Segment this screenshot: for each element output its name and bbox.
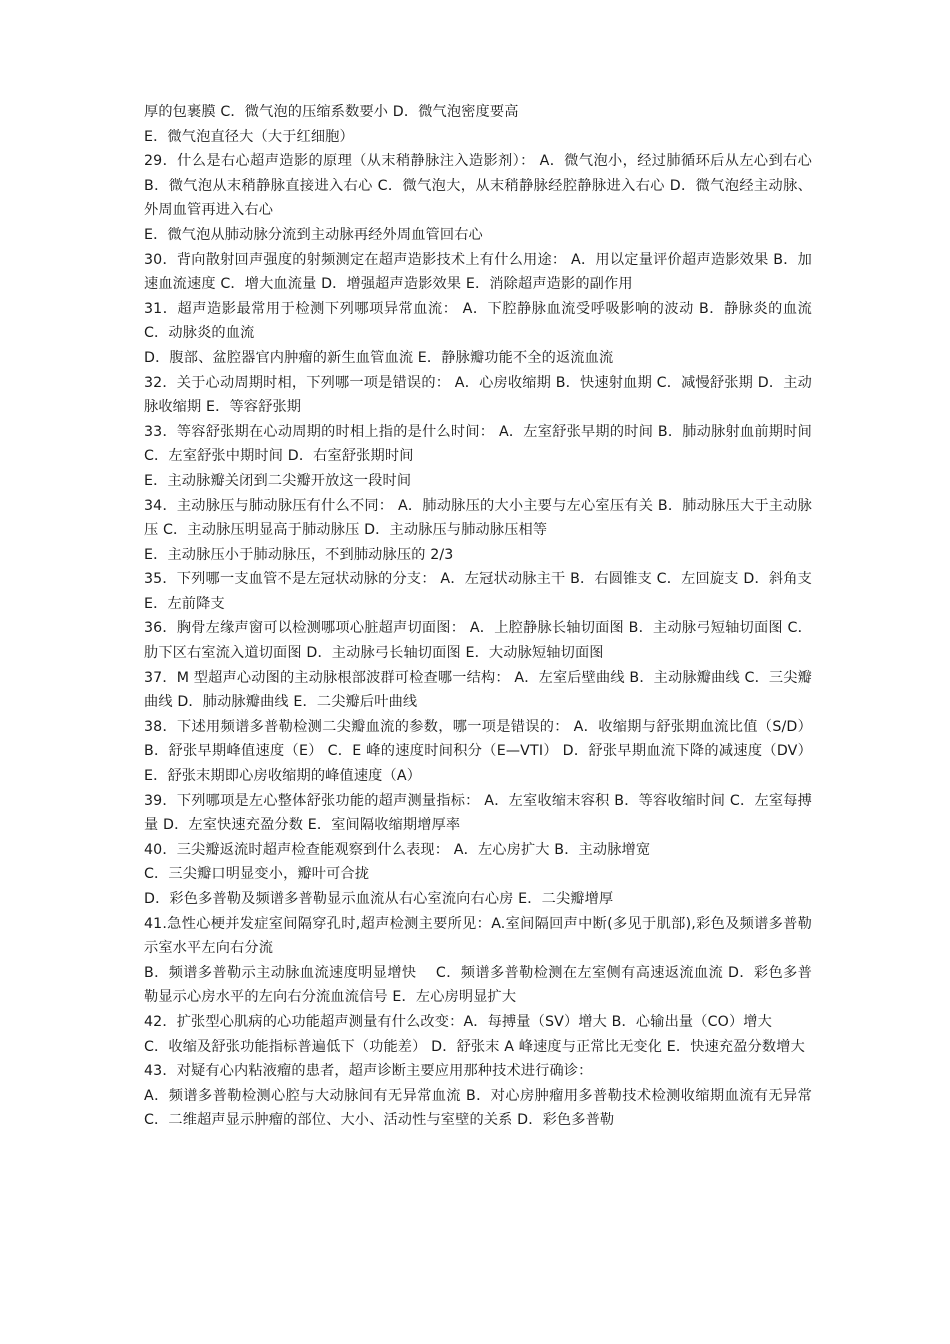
question-42: 42．扩张型心肌病的心功能超声测量有什么改变：A．每搏量（SV）增大 B．心输出量（CO）增大 [144, 1013, 772, 1030]
question-37: 37．M 型超声心动图的主动脉根部波群可检查哪一结构： A．左室后壁曲线 B．主动脉瓣曲线 C．三尖瓣曲线 D．肺动脉瓣曲线 E．二尖瓣后叶曲线 [144, 669, 812, 711]
question-41: 41.急性心梗并发症室间隔穿孔时,超声检测主要所见：A.室间隔回声中断(多见于肌部),彩色及频谱多普勒示室水平左向右分流 [144, 915, 812, 957]
question-30: 30．背向散射回声强度的射频测定在超声造影技术上有什么用途： A．用以定量评价超声造影效果 B．加速血流速度 C．增大血流量 D．增强超声造影效果 E．消除超声造影的副作用 [144, 251, 812, 293]
text-line: 厚的包裹膜 C．微气泡的压缩系数要小 D．微气泡密度要高 [144, 104, 519, 120]
question-38: 38．下述用频谱多普勒检测二尖瓣血流的参数，哪一项是错误的： A．收缩期与舒张期血流比值（S/D） B．舒张早期峰值速度（E） C．E 峰的速度时间积分（E—VTI） D．舒张早期血流下降的减速度（DV）E．舒张末期即心房收缩期的峰值速度（A） [144, 718, 812, 785]
text-line: E．主动脉瓣关闭到二尖瓣开放这一段时间 [144, 472, 412, 489]
question-34: 34．主动脉压与肺动脉压有什么不同： A．肺动脉压的大小主要与左心室压有关 B．肺动脉压大于主动脉压 C．主动脉压明显高于肺动脉压 D．主动脉压与肺动脉压相等 [144, 497, 812, 539]
question-29: 29．什么是右心超声造影的原理（从末稍静脉注入造影剂）： A．微气泡小，经过肺循环后从左心到右心 B．微气泡从末稍静脉直接进入右心 C．微气泡大，从末稍静脉经腔静脉进入右心 D．微气泡经主动脉、外周血管再进入右心 [144, 153, 812, 219]
question-43: 43．对疑有心内粘液瘤的患者，超声诊断主要应用那种技术进行确诊： [144, 1063, 593, 1080]
question-32: 32．关于心动周期时相，下列哪一项是错误的： A．心房收缩期 B．快速射血期 C．减慢舒张期 D．主动脉收缩期 E．等容舒张期 [144, 374, 812, 416]
text-line: C．收缩及舒张功能指标普遍低下（功能差） D．舒张末 A 峰速度与正常比无变化 E．快速充盈分数增大 [144, 1038, 805, 1055]
text-line: B．频谱多普勒示主动脉血流速度明显增快 C．频谱多普勒检测在左室侧有高速返流血流 D．彩色多普勒显示心房水平的左向右分流血流信号 E．左心房明显扩大 [144, 964, 812, 1006]
question-35: 35．下列哪一支血管不是左冠状动脉的分支： A．左冠状动脉主干 B．右圆锥支 C．左回旋支 D．斜角支 E．左前降支 [144, 571, 812, 612]
question-40: 40．三尖瓣返流时超声检查能观察到什么表现： A．左心房扩大 B．主动脉增宽 [144, 841, 651, 858]
text-line: C．三尖瓣口明显变小，瓣叶可合拢 [144, 866, 370, 883]
text-line: D．彩色多普勒及频谱多普勒显示血流从右心室流向右心房 E．二尖瓣增厚 [144, 891, 614, 907]
question-39: 39．下列哪项是左心整体舒张功能的超声测量指标： A．左室收缩末容积 B．等容收缩时间 C．左室每搏量 D．左室快速充盈分数 E．室间隔收缩期增厚率 [144, 792, 812, 834]
text-line: E．微气泡从肺动脉分流到主动脉再经外周血管回右心 [144, 226, 483, 243]
question-31: 31．超声造影最常用于检测下列哪项异常血流： A．下腔静脉血流受呼吸影响的波动 B．静脉炎的血流 C．动脉炎的血流 [144, 300, 812, 342]
question-33: 33．等容舒张期在心动周期的时相上指的是什么时间： A．左室舒张早期的时间 B．肺动脉射血前期时间 C．左室舒张中期时间 D．右室舒张期时间 [144, 423, 812, 465]
text-line: E．微气泡直径大（大于红细胞） [144, 128, 354, 145]
document-page [144, 100, 812, 1133]
question-36: 36．胸骨左缘声窗可以检测哪项心脏超声切面图： A．上腔静脉长轴切面图 B．主动脉弓短轴切面图 C．肋下区右室流入道切面图 D．主动脉弓长轴切面图 E．大动脉短轴切面图 [144, 620, 812, 662]
text-line: D．腹部、盆腔器官内肿瘤的新生血管血流 E．静脉瓣功能不全的返流血流 [144, 349, 614, 366]
text-line: E．主动脉压小于肺动脉压，不到肺动脉压的 2/3 [144, 546, 454, 563]
text-line: A．频谱多普勒检测心腔与大动脉间有无异常血流 B．对心房肿瘤用多普勒技术检测收缩期血流有无异常 C．二维超声显示肿瘤的部位、大小、活动性与室壁的关系 D．彩色多普勒 [144, 1087, 812, 1129]
